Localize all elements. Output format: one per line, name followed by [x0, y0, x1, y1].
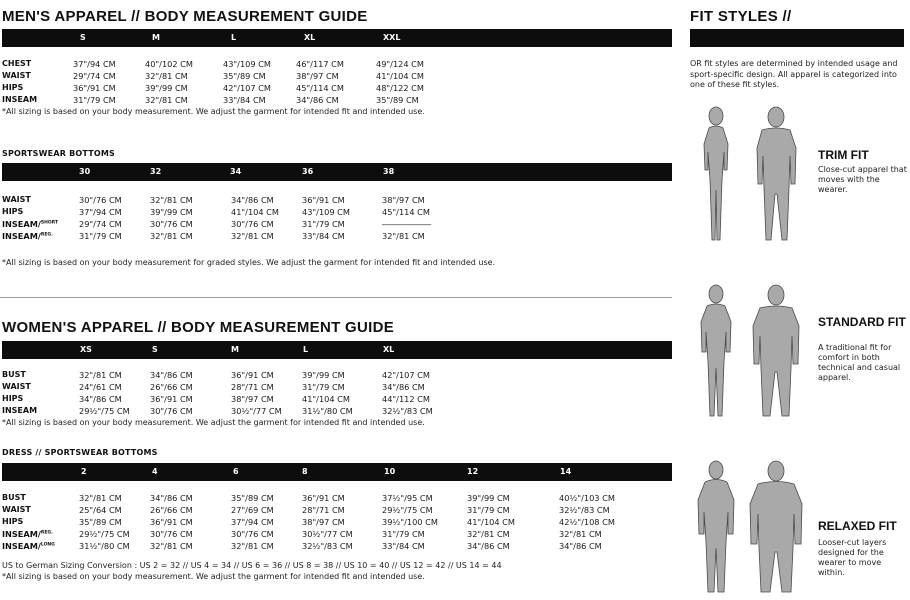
table-cell: 40"/102 CM — [145, 59, 193, 69]
table-cell: 26"/66 CM — [150, 505, 193, 515]
table-cell: 38"/97 CM — [382, 195, 425, 205]
size-header-cell: XL — [383, 345, 395, 354]
table-cell: 39"/99 CM — [302, 370, 345, 380]
row-label: WAIST — [2, 195, 31, 204]
size-header-cell: M — [152, 33, 160, 42]
size-header-cell: XL — [304, 33, 316, 42]
table-cell: 30"/76 CM — [231, 219, 274, 229]
table-cell: 34"/86 CM — [150, 493, 193, 503]
table-cell: 43"/109 CM — [302, 207, 350, 217]
table-cell: 35"/89 CM — [376, 95, 419, 105]
table-cell: 36"/91 CM — [150, 394, 193, 404]
table-cell: 41"/104 CM — [376, 71, 424, 81]
table-cell: 46"/117 CM — [296, 59, 344, 69]
size-header-cell: L — [303, 345, 309, 354]
row-label: INSEAM — [2, 406, 38, 415]
standard-fit-figures-icon — [690, 282, 810, 422]
size-header-cell: 4 — [152, 467, 158, 476]
row-label: HIPS — [2, 83, 24, 92]
table-cell: 41"/104 CM — [231, 207, 279, 217]
table-cell: 30"/76 CM — [150, 529, 193, 539]
table-cell: 36"/91 CM — [302, 493, 345, 503]
table-cell: 32"/81 CM — [559, 529, 602, 539]
relaxed-fit-description: Looser-cut layers designed for the wearer to move within. — [818, 538, 887, 577]
row-label: INSEAM/$^{LONG}$ — [2, 541, 55, 551]
standard-fit-title: STANDARD FIT — [818, 315, 906, 329]
row-label: BUST — [2, 493, 26, 502]
table-cell: 37"/94 CM — [231, 517, 274, 527]
table-cell: 45"/114 CM — [296, 83, 344, 93]
table-cell: 32"/81 CM — [145, 95, 188, 105]
table-cell: 25"/64 CM — [79, 505, 122, 515]
women-dress-title: DRESS // SPORTSWEAR BOTTOMS — [2, 448, 158, 457]
table-cell: 41"/104 CM — [302, 394, 350, 404]
table-cell: 37"/94 CM — [73, 59, 116, 69]
table-cell: 35"/89 CM — [223, 71, 266, 81]
table-cell: 38"/97 CM — [302, 517, 345, 527]
relaxed-fit-title: RELAXED FIT — [818, 519, 897, 533]
size-header-cell: XXL — [383, 33, 401, 42]
size-header-cell: XS — [80, 345, 92, 354]
table-cell: 36"/91 CM — [302, 195, 345, 205]
table-cell: 32"/81 CM — [150, 231, 193, 241]
table-cell: 32"/81 CM — [79, 370, 122, 380]
row-label: WAIST — [2, 71, 31, 80]
table-cell: 34"/86 CM — [382, 382, 425, 392]
table-cell: 30"/76 CM — [150, 406, 193, 416]
size-header-cell: 12 — [467, 467, 479, 476]
table-cell: 39½"/100 CM — [382, 517, 438, 527]
row-label: HIPS — [2, 394, 24, 403]
table-cell: 41"/104 CM — [467, 517, 515, 527]
table-cell: 24"/61 CM — [79, 382, 122, 392]
table-cell: 28"/71 CM — [231, 382, 274, 392]
table-cell: 31"/79 CM — [302, 219, 345, 229]
fit-styles-title: FIT STYLES // — [690, 8, 792, 25]
table-cell: 34"/86 CM — [79, 394, 122, 404]
table-cell: 45"/114 CM — [382, 207, 430, 217]
table-cell: 29"/74 CM — [79, 219, 122, 229]
table-cell: 31"/79 CM — [382, 529, 425, 539]
table-cell: 32"/81 CM — [150, 195, 193, 205]
table-cell: 48"/122 CM — [376, 83, 424, 93]
fit-styles-header-bar — [690, 29, 904, 47]
table-cell: 31½"/80 CM — [302, 406, 353, 416]
table-cell: 34"/86 CM — [296, 95, 339, 105]
size-header-cell: M — [231, 345, 239, 354]
table-cell: 32½"/83 CM — [302, 541, 353, 551]
women-size-header — [2, 341, 672, 359]
table-cell: 33"/84 CM — [382, 541, 425, 551]
women-dress-note: *All sizing is based on your body measurement. We adjust the garment for intended fit and intended use. — [2, 572, 425, 581]
women-sizing-note: *All sizing is based on your body measurement. We adjust the garment for intended fit and intended use. — [2, 418, 425, 427]
row-label: WAIST — [2, 382, 31, 391]
row-label: HIPS — [2, 207, 24, 216]
table-cell: 42½"/108 CM — [559, 517, 615, 527]
sizing-conversion-note: US to German Sizing Conversion : US 2 = 32 // US 4 = 34 // US 6 = 36 // US 8 = 38 // US 10 = 40 // US 12 = 42 // US 14 = 44 — [2, 561, 502, 570]
table-cell: 31"/79 CM — [302, 382, 345, 392]
table-cell: 49"/124 CM — [376, 59, 424, 69]
women-guide-title: WOMEN'S APPAREL // BODY MEASUREMENT GUIDE — [2, 319, 395, 336]
table-cell: 39"/99 CM — [145, 83, 188, 93]
row-label: INSEAM/$^{REG.}$ — [2, 231, 53, 241]
table-cell: 35"/89 CM — [231, 493, 274, 503]
size-header-cell: L — [231, 33, 237, 42]
trim-fit-title: TRIM FIT — [818, 148, 869, 162]
size-header-cell: 6 — [233, 467, 239, 476]
table-cell: ―――――― — [382, 219, 432, 229]
row-label: INSEAM/$^{REG.}$ — [2, 529, 53, 539]
men-guide-title: MEN'S APPAREL // BODY MEASUREMENT GUIDE — [2, 8, 368, 25]
table-cell: 39"/99 CM — [467, 493, 510, 503]
table-cell: 38"/97 CM — [296, 71, 339, 81]
table-cell: 32"/81 CM — [79, 493, 122, 503]
table-cell: 26"/66 CM — [150, 382, 193, 392]
table-cell: 30"/76 CM — [150, 219, 193, 229]
table-cell: 43"/109 CM — [223, 59, 271, 69]
table-cell: 28"/71 CM — [302, 505, 345, 515]
table-cell: 31"/79 CM — [73, 95, 116, 105]
table-cell: 37½"/95 CM — [382, 493, 433, 503]
table-cell: 30½"/77 CM — [231, 406, 282, 416]
table-cell: 38"/97 CM — [231, 394, 274, 404]
table-cell: 34"/86 CM — [150, 370, 193, 380]
trim-fit-figures-icon — [690, 104, 810, 244]
table-cell: 31½"/80 CM — [79, 541, 130, 551]
size-header-cell: S — [152, 345, 158, 354]
section-divider — [0, 297, 672, 298]
trim-fit-description: Close-cut apparel that moves with the wearer. — [818, 165, 907, 194]
size-header-cell: 32 — [150, 167, 162, 176]
row-label: INSEAM — [2, 95, 38, 104]
table-cell: 33"/84 CM — [223, 95, 266, 105]
size-header-cell: 14 — [560, 467, 572, 476]
table-cell: 32"/81 CM — [382, 231, 425, 241]
men-bottoms-size-header — [2, 163, 672, 181]
table-cell: 32½"/83 CM — [559, 505, 610, 515]
table-cell: 32"/81 CM — [467, 529, 510, 539]
table-cell: 32½"/83 CM — [382, 406, 433, 416]
fit-styles-intro: OR fit styles are determined by intended usage and sport-specific design. All apparel is categorized into one of these fit styles. — [690, 59, 898, 89]
table-cell: 42"/107 CM — [223, 83, 271, 93]
table-cell: 32"/81 CM — [231, 541, 274, 551]
table-cell: 29"/74 CM — [73, 71, 116, 81]
table-cell: 39"/99 CM — [150, 207, 193, 217]
table-cell: 35"/89 CM — [79, 517, 122, 527]
table-cell: 29½"/75 CM — [382, 505, 433, 515]
table-cell: 34"/86 CM — [467, 541, 510, 551]
size-header-cell: 2 — [81, 467, 87, 476]
table-cell: 32"/81 CM — [150, 541, 193, 551]
table-cell: 33"/84 CM — [302, 231, 345, 241]
row-label: CHEST — [2, 59, 32, 68]
size-header-cell: 30 — [79, 167, 91, 176]
table-cell: 37"/94 CM — [79, 207, 122, 217]
table-cell: 32"/81 CM — [145, 71, 188, 81]
size-header-cell: 34 — [230, 167, 242, 176]
size-header-cell: 38 — [383, 167, 395, 176]
standard-fit-description: A traditional fit for comfort in both technical and casual apparel. — [818, 343, 901, 382]
table-cell: 30½"/77 CM — [302, 529, 353, 539]
table-cell: 34"/86 CM — [231, 195, 274, 205]
row-label: INSEAM/$^{SHORT}$ — [2, 219, 59, 229]
table-cell: 31"/79 CM — [467, 505, 510, 515]
table-cell: 44"/112 CM — [382, 394, 430, 404]
table-cell: 32"/81 CM — [231, 231, 274, 241]
men-size-header — [2, 29, 672, 47]
size-header-cell: S — [80, 33, 86, 42]
men-bottoms-title: SPORTSWEAR BOTTOMS — [2, 149, 115, 158]
row-label: WAIST — [2, 505, 31, 514]
table-cell: 36"/91 CM — [231, 370, 274, 380]
size-header-cell: 10 — [384, 467, 396, 476]
table-cell: 36"/91 CM — [73, 83, 116, 93]
size-header-cell: 8 — [302, 467, 308, 476]
table-cell: 42"/107 CM — [382, 370, 430, 380]
table-cell: 29½"/75 CM — [79, 529, 130, 539]
women-dress-size-header — [2, 463, 672, 481]
table-cell: 34"/86 CM — [559, 541, 602, 551]
row-label: HIPS — [2, 517, 24, 526]
table-cell: 30"/76 CM — [231, 529, 274, 539]
table-cell: 29½"/75 CM — [79, 406, 130, 416]
size-header-cell: 36 — [302, 167, 314, 176]
table-cell: 27"/69 CM — [231, 505, 274, 515]
table-cell: 36"/91 CM — [150, 517, 193, 527]
men-bottoms-note: *All sizing is based on your body measurement for graded styles. We adjust the garment for intended fit and intended use. — [2, 258, 496, 267]
men-sizing-note: *All sizing is based on your body measurement. We adjust the garment for intended fit and intended use. — [2, 107, 425, 116]
row-label: BUST — [2, 370, 26, 379]
table-cell: 30"/76 CM — [79, 195, 122, 205]
table-cell: 40½"/103 CM — [559, 493, 615, 503]
table-cell: 31"/79 CM — [79, 231, 122, 241]
relaxed-fit-figures-icon — [690, 458, 810, 598]
